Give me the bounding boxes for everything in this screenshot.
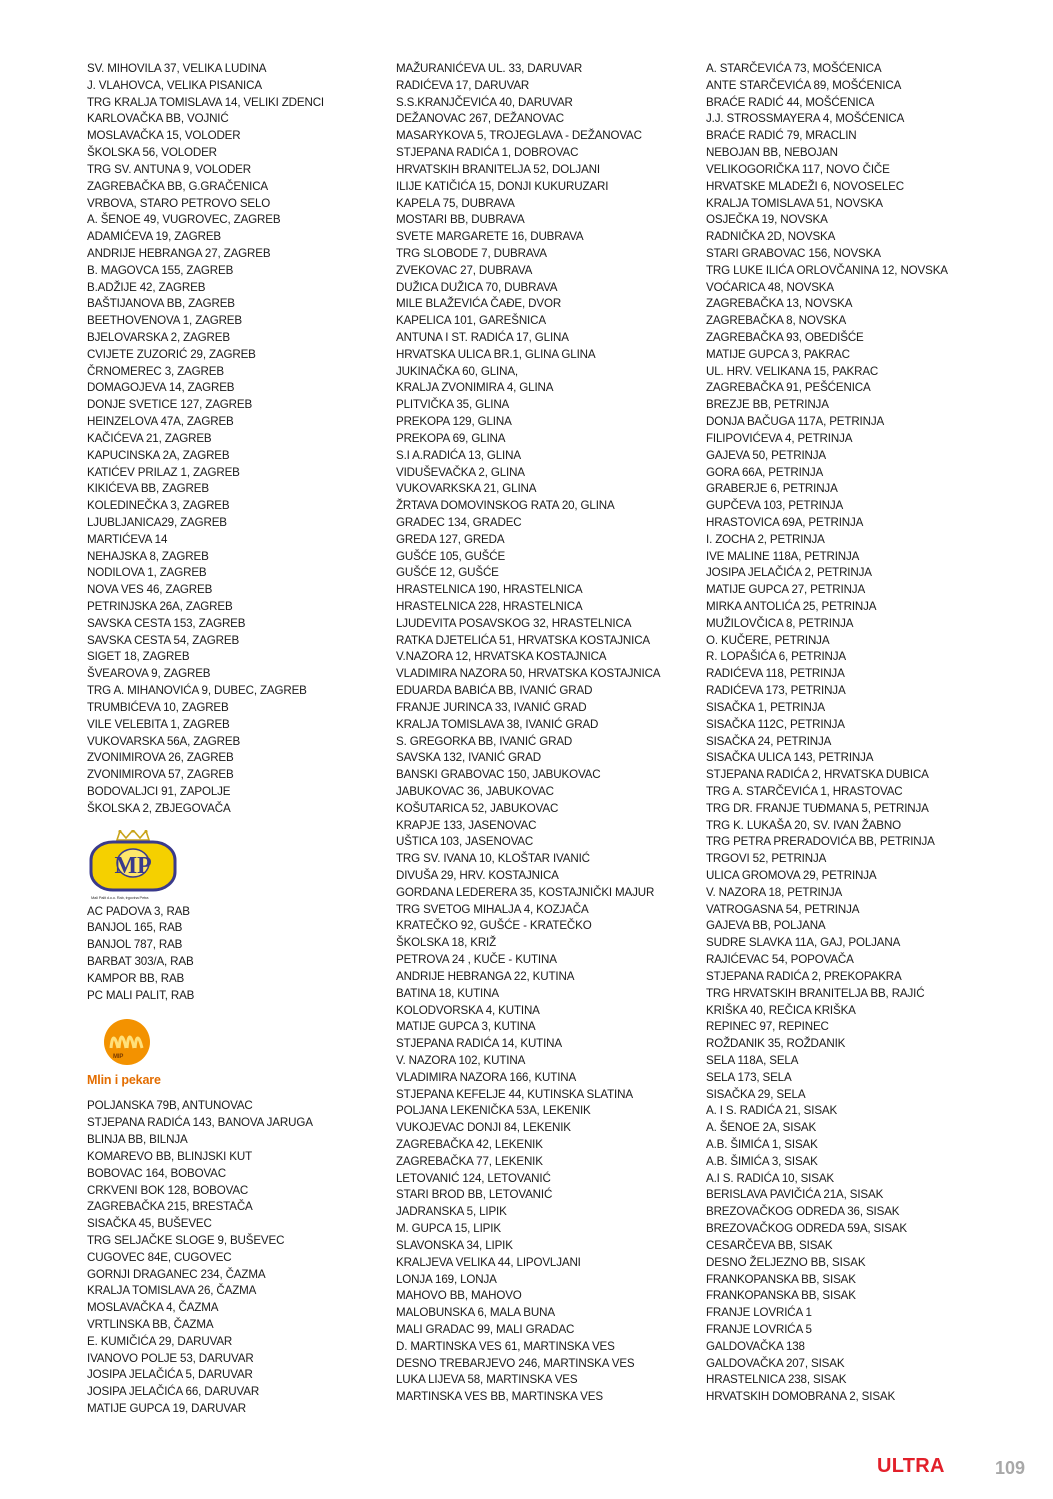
store-address: BRAĆE RADIĆ 44, MOŠĆENICA [706, 95, 875, 109]
store-address: UŠTICA 103, JASENOVAC [396, 835, 534, 849]
store-address: FRANJE JURINCA 33, IVANIĆ GRAD [396, 700, 587, 714]
store-address: ROŽDANIK 35, ROŽDANIK [706, 1037, 846, 1051]
store-address: KAPELICA 101, GAREŠNICA [396, 314, 546, 328]
store-address: B. MAGOVCA 155, ZAGREB [87, 263, 234, 277]
store-address: HRVATSKIH DOMOBRANA 2, SISAK [706, 1390, 896, 1404]
store-address: GORA 66A, PETRINJA [706, 465, 824, 479]
store-address: EDUARDA BABIĆA BB, IVANIĆ GRAD [396, 684, 593, 698]
store-address: VUKOJEVAC DONJI 84, LEKENIK [396, 1121, 571, 1135]
address-list [396, 61, 686, 1406]
store-address: JOSIPA JELAČIĆA 5, DARUVAR [87, 1368, 253, 1382]
store-address: VUKOVARSKA 56A, ZAGREB [87, 734, 241, 748]
store-address: STARI BROD BB, LETOVANIĆ [396, 1188, 553, 1202]
store-address: TRG SVETOG MIHALJA 4, KOZJAČA [396, 902, 589, 916]
store-address: MATIJE GUPCA 3, PAKRAC [706, 347, 850, 361]
mali-palit-logo-letters: MP [114, 852, 152, 879]
store-address: ZAGREBAČKA 77, LEKENIK [396, 1154, 543, 1168]
store-address: TRG HRVATSKIH BRANITELJA BB, RAJIĆ [706, 986, 925, 1000]
store-address: A.I S. RADIĆA 10, SISAK [706, 1171, 834, 1185]
store-address: V.NAZORA 12, HRVATSKA KOSTAJNICA [396, 650, 607, 664]
store-address: SISAČKA 24, PETRINJA [706, 734, 832, 748]
store-address: V. NAZORA 18, PETRINJA [706, 885, 843, 899]
store-address: KAMPOR BB, RAB [87, 971, 185, 985]
store-address: ADAMIĆEVA 19, ZAGREB [87, 230, 222, 244]
store-address: BANJOL 165, RAB [87, 921, 183, 935]
store-address: VRTLINSKA BB, ČAZMA [87, 1318, 214, 1331]
store-address: SV. MIHOVILA 37, VELIKA LUDINA [87, 62, 267, 75]
store-address: NODILOVA 1, ZAGREB [87, 566, 207, 580]
store-address: CRKVENI BOK 128, BOBOVAC [87, 1183, 249, 1197]
store-address: ZAGREBAČKA 42, LEKENIK [396, 1138, 543, 1151]
store-address: NOVA VES 46, ZAGREB [87, 583, 213, 597]
store-address: R. LOPAŠIĆA 6, PETRINJA [706, 650, 847, 664]
store-address: FRANKOPANSKA BB, SISAK [706, 1272, 856, 1286]
store-address: SVETE MARGARETE 16, DUBRAVA [396, 230, 584, 244]
store-address: ŠKOLSKA 18, KRIŽ [396, 936, 497, 950]
store-address: KAPELA 75, DUBRAVA [396, 196, 515, 210]
store-address: TRG K. LUKAŠA 20, SV. IVAN ŽABNO [706, 818, 901, 832]
store-address: HRVATSKA ULICA BR.1, GLINA GLINA [396, 347, 596, 361]
store-address: STJEPANA RADIĆA 2, HRVATSKA DUBICA [706, 768, 929, 782]
store-address: KRALJA TOMISLAVA 38, IVANIĆ GRAD [396, 717, 599, 731]
store-address: PREKOPA 129, GLINA [396, 415, 512, 429]
store-address: O. KUČERE, PETRINJA [706, 633, 830, 647]
store-address: BRAĆE RADIĆ 79, MRACLIN [706, 129, 857, 143]
store-address: KRAPJE 133, JASENOVAC [396, 818, 537, 832]
store-address: VLADIMIRA NAZORA 50, HRVATSKA KOSTAJNICA [396, 667, 661, 681]
store-address: TRG SV. IVANA 10, KLOŠTAR IVANIĆ [396, 852, 590, 866]
store-address: JOSIPA JELAČIĆA 2, PETRINJA [706, 566, 872, 580]
store-address: KRATEČKO 92, GUŠĆE - KRATEČKO [396, 919, 592, 933]
store-address: ZAGREBAČKA BB, G.GRAČENICA [87, 179, 268, 193]
store-address: BANSKI GRABOVAC 150, JABUKOVAC [396, 768, 601, 782]
store-address: AC PADOVA 3, RAB [87, 904, 190, 918]
store-address: JABUKOVAC 36, JABUKOVAC [396, 784, 554, 798]
store-address: STARI GRABOVAC 156, NOVSKA [706, 246, 881, 260]
store-address: SAVSKA CESTA 54, ZAGREB [87, 633, 240, 647]
store-address: MALI GRADAC 99, MALI GRADAC [396, 1322, 575, 1336]
store-address: DESNO TREBARJEVO 246, MARTINSKA VES [396, 1356, 635, 1370]
store-address: DONJA BAČUGA 117A, PETRINJA [706, 415, 885, 429]
mlin-logo-badge: MIP [113, 1054, 124, 1061]
store-address: ZAGREBAČKA 215, BRESTAČA [87, 1200, 253, 1214]
store-address: ZAGREBAČKA 91, PEŠĆENICA [706, 381, 871, 395]
store-address: RAJIĆEVAC 54, POPOVAČA [706, 953, 854, 967]
store-address: DESNO ŽELJEZNO BB, SISAK [706, 1255, 866, 1269]
store-address: HRVATSKE MLADEŽI 6, NOVOSELEC [706, 179, 904, 193]
store-address: RADIĆEVA 173, PETRINJA [706, 684, 846, 698]
store-address: MOSLAVAČKA 4, ČAZMA [87, 1301, 219, 1315]
store-address: PETROVA 24 , KUČE - KUTINA [396, 953, 557, 967]
store-address: STJEPANA RADIĆA 14, KUTINA [396, 1037, 562, 1051]
store-address: ČRNOMEREC 3, ZAGREB [87, 364, 224, 378]
store-address: DUŽICA DUŽICA 70, DUBRAVA [396, 280, 558, 294]
store-address: OSJEČKA 19, NOVSKA [706, 213, 828, 227]
store-address: STJEPANA RADIĆA 1, DOBROVAC [396, 146, 579, 160]
store-address: GRABERJE 6, PETRINJA [706, 482, 838, 496]
store-address: MAHOVO BB, MAHOVO [396, 1289, 522, 1303]
store-address: POLJANA LEKENIČKA 53A, LEKENIK [396, 1104, 591, 1118]
store-address: HRVATSKIH BRANITELJA 52, DOLJANI [396, 162, 600, 176]
store-address: GUŠĆE 12, GUŠĆE [396, 566, 499, 580]
store-address: LJUDEVITA POSAVSKOG 32, HRASTELNICA [396, 616, 632, 630]
store-address: KARLOVAČKA BB, VOJNIĆ [87, 112, 229, 126]
store-address: SIGET 18, ZAGREB [87, 650, 190, 664]
store-address: HEINZELOVA 47A, ZAGREB [87, 415, 234, 429]
store-address: MAŽURANIĆEVA UL. 33, DARUVAR [396, 62, 583, 75]
store-address: SLAVONSKA 34, LIPIK [396, 1238, 513, 1252]
store-address: SAVSKA CESTA 153, ZAGREB [87, 616, 246, 630]
store-address: GALDOVAČKA 207, SISAK [706, 1356, 845, 1370]
store-address: JUKINAČKA 60, GLINA, [396, 364, 519, 378]
store-address: MOSTARI BB, DUBRAVA [396, 213, 525, 227]
store-address: MUŽILOVČICA 8, PETRINJA [706, 616, 854, 630]
store-address: ZVONIMIROVA 57, ZAGREB [87, 768, 234, 782]
store-address: GALDOVAČKA 138 [706, 1339, 805, 1353]
store-address: ANDRIJE HEBRANGA 27, ZAGREB [87, 246, 271, 260]
store-address: MARTINSKA VES BB, MARTINSKA VES [396, 1390, 603, 1404]
store-address: GORNJI DRAGANEC 234, ČAZMA [87, 1267, 266, 1281]
store-address: VOĆARICA 48, NOVSKA [706, 280, 834, 294]
store-address: KOMAREVO BB, BLINJSKI KUT [87, 1149, 253, 1163]
store-address: DIVUŠA 29, HRV. KOSTAJNICA [396, 869, 559, 882]
store-address: M. GUPCA 15, LIPIK [396, 1222, 501, 1236]
store-address: FILIPOVIĆEVA 4, PETRINJA [706, 431, 853, 445]
store-address: LETOVANIĆ 124, LETOVANIĆ [396, 1171, 551, 1185]
store-address: GAJEVA BB, POLJANA [706, 919, 826, 933]
store-address: HRASTELNICA 238, SISAK [706, 1373, 847, 1387]
store-address: VRBOVA, STARO PETROVO SELO [87, 196, 271, 210]
store-address: J.J. STROSSMAYERA 4, MOŠĆENICA [706, 112, 905, 126]
store-address: BAŠTIJANOVA BB, ZAGREB [87, 297, 235, 311]
store-address: BLINJA BB, BILNJA [87, 1133, 188, 1147]
store-address: ZAGREBAČKA 93, OBEDIŠĆE [706, 331, 864, 344]
store-address: E. KUMIČIĆA 29, DARUVAR [87, 1334, 233, 1348]
store-address: BODOVALJCI 91, ZAPOLJE [87, 784, 231, 798]
store-address: S. GREGORKA BB, IVANIĆ GRAD [396, 734, 573, 748]
store-address: S.S.KRANJČEVIĆA 40, DARUVAR [396, 95, 573, 109]
store-address: VELIKOGORIČKA 117, NOVO ČIČE [706, 162, 890, 176]
store-address: ANDRIJE HEBRANGA 22, KUTINA [396, 969, 575, 983]
store-address: SISAČKA 112C, PETRINJA [706, 717, 845, 731]
store-address: SISAČKA ULICA 143, PETRINJA [706, 751, 874, 765]
store-address: HRASTOVICA 69A, PETRINJA [706, 515, 864, 529]
store-address: KOLODVORSKA 4, KUTINA [396, 1003, 540, 1017]
store-address: STJEPANA RADIĆA 2, PREKOPAKRA [706, 969, 902, 983]
address-group-rab [87, 904, 377, 1005]
store-address: MASARYKOVA 5, TROJEGLAVA - DEŽANOVAC [396, 129, 642, 143]
store-address: ILIJE KATIČIĆA 15, DONJI KUKURUZARI [396, 179, 609, 193]
store-address: REPINEC 97, REPINEC [706, 1020, 829, 1034]
store-address: A. ŠENOE 49, VUGROVEC, ZAGREB [87, 213, 281, 227]
store-address: TRG DR. FRANJE TUĐMANA 5, PETRINJA [706, 801, 929, 815]
store-address: GUPČEVA 103, PETRINJA [706, 499, 844, 513]
store-address: TRG KRALJA TOMISLAVA 14, VELIKI ZDENCI [87, 95, 324, 109]
store-address: ZAGREBAČKA 8, NOVSKA [706, 314, 847, 328]
store-address: PLITVIČKA 35, GLINA [396, 398, 510, 412]
store-address: GUŠĆE 105, GUŠĆE [396, 549, 506, 563]
store-address: TRG LUKE ILIĆA ORLOVČANINA 12, NOVSKA [706, 263, 948, 277]
store-address: LUKA LIJEVA 58, MARTINSKA VES [396, 1373, 578, 1387]
store-address: JOSIPA JELAČIĆA 66, DARUVAR [87, 1385, 260, 1399]
address-group-regional [87, 1098, 377, 1417]
store-address: SELA 118A, SELA [706, 1053, 799, 1067]
store-address: KRALJEVA VELIKA 44, LIPOVLJANI [396, 1255, 581, 1269]
store-address: KRALJA TOMISLAVA 26, ČAZMA [87, 1284, 257, 1298]
store-address: TRG A. MIHANOVIĆA 9, DUBEC, ZAGREB [87, 684, 307, 698]
mlin-logo-name: Mlin i pekare [87, 1073, 161, 1088]
store-address: ZAGREBAČKA 13, NOVSKA [706, 297, 853, 311]
store-address: DONJE SVETICE 127, ZAGREB [87, 398, 253, 412]
store-address: TRG SELJAČKE SLOGE 9, BUŠEVEC [87, 1233, 285, 1247]
store-address: DOMAGOJEVA 14, ZAGREB [87, 381, 235, 395]
store-address: BREZOVAČKOG ODREDA 59A, SISAK [706, 1222, 907, 1236]
store-address: ZVONIMIROVA 26, ZAGREB [87, 751, 234, 765]
address-column-3 [706, 61, 996, 1406]
store-address: ULICA GROMOVA 29, PETRINJA [706, 869, 877, 882]
store-address: ŠVEAROVA 9, ZAGREB [87, 667, 211, 681]
mali-palit-logo [87, 830, 179, 902]
brand-logo-text: ULTRA [877, 1455, 945, 1477]
store-address: UL. HRV. VELIKANA 15, PAKRAC [706, 364, 879, 378]
store-address: KRALJA TOMISLAVA 51, NOVSKA [706, 196, 883, 210]
address-list [706, 61, 996, 1406]
store-address: PC MALI PALIT, RAB [87, 988, 195, 1002]
store-address: VLADIMIRA NAZORA 166, KUTINA [396, 1070, 577, 1084]
store-address: ŠKOLSKA 2, ZBJEGOVAČA [87, 801, 231, 815]
store-address: CUGOVEC 84E, CUGOVEC [87, 1250, 232, 1264]
store-address: BREZOVAČKOG ODREDA 36, SISAK [706, 1205, 900, 1219]
store-address: TRG SLOBODE 7, DUBRAVA [396, 246, 547, 260]
mlin-i-pekare-logo [87, 1018, 187, 1092]
store-address: RADNIČKA 2D, NOVSKA [706, 230, 836, 244]
store-address: BATINA 18, KUTINA [396, 986, 499, 1000]
store-address: FRANJE LOVRIĆA 5 [706, 1322, 812, 1336]
store-address: HRASTELNICA 228, HRASTELNICA [396, 600, 583, 613]
store-address: B.ADŽIJE 42, ZAGREB [87, 280, 206, 294]
store-address: GRADEC 134, GRADEC [396, 515, 522, 529]
store-address: TRUMBIĆEVA 10, ZAGREB [87, 700, 229, 714]
store-address: MILE BLAŽEVIĆA ČAĐE, DVOR [396, 297, 562, 311]
store-address: A. ŠENOE 2A, SISAK [706, 1121, 817, 1135]
store-address: SUDRE SLAVKA 11A, GAJ, POLJANA [706, 936, 901, 950]
store-address: KAČIĆEVA 21, ZAGREB [87, 431, 212, 445]
store-address: MIRKA ANTOLIĆA 25, PETRINJA [706, 600, 877, 613]
address-column-1 [87, 61, 377, 1418]
store-address: PETRINJSKA 26A, ZAGREB [87, 600, 233, 613]
store-address: A. I S. RADIĆA 21, SISAK [706, 1104, 838, 1118]
store-address: KRIŠKA 40, REČICA KRIŠKA [706, 1003, 856, 1017]
store-address: GREDA 127, GREDA [396, 532, 505, 546]
store-address: STJEPANA RADIĆA 143, BANOVA JARUGA [87, 1116, 313, 1130]
store-address: D. MARTINSKA VES 61, MARTINSKA VES [396, 1339, 615, 1353]
store-address: SAVSKA 132, IVANIĆ GRAD [396, 751, 541, 765]
store-address: BOBOVAC 164, BOBOVAC [87, 1166, 226, 1180]
store-address: ANTUNA I ST. RADIĆA 17, GLINA [396, 331, 569, 344]
store-address: KIKIĆEVA BB, ZAGREB [87, 482, 209, 496]
store-address: KOLEDINEČKA 3, ZAGREB [87, 499, 230, 513]
store-address: J. VLAHOVCA, VELIKA PISANICA [87, 78, 262, 92]
store-address: RADIĆEVA 17, DARUVAR [396, 78, 530, 92]
store-address: TRG A. STARČEVIĆA 1, HRASTOVAC [706, 784, 903, 798]
store-address: ANTE STARČEVIĆA 89, MOŠĆENICA [706, 78, 902, 92]
store-address: SISAČKA 29, SELA [706, 1087, 806, 1101]
store-address: ZVEKOVAC 27, DUBRAVA [396, 263, 533, 277]
store-address: A.B. ŠIMIĆA 1, SISAK [706, 1138, 818, 1151]
store-address: MATIJE GUPCA 3, KUTINA [396, 1020, 536, 1034]
store-address: CESARČEVA BB, SISAK [706, 1238, 833, 1252]
store-address: BERISLAVA PAVIČIĆA 21A, SISAK [706, 1188, 884, 1202]
store-address: BJELOVARSKA 2, ZAGREB [87, 331, 230, 344]
store-address: CVIJETE ZUZORIĆ 29, ZAGREB [87, 347, 256, 361]
store-address: SELA 173, SELA [706, 1070, 792, 1084]
store-address: GORDANA LEDERERA 35, KOSTAJNIČKI MAJUR [396, 885, 655, 899]
mali-palit-logo-caption: Mali Palit d.o.o. Rab, trgovina Petra [91, 894, 149, 900]
store-address: MATIJE GUPCA 27, PETRINJA [706, 583, 866, 597]
store-address: DEŽANOVAC 267, DEŽANOVAC [396, 112, 564, 126]
store-address: NEBOJAN BB, NEBOJAN [706, 146, 838, 160]
store-address: FRANKOPANSKA BB, SISAK [706, 1289, 856, 1303]
store-address: TRGOVI 52, PETRINJA [706, 852, 827, 866]
store-address: FRANJE LOVRIĆA 1 [706, 1306, 812, 1320]
store-address: MARTIĆEVA 14 [87, 532, 168, 546]
store-address: LONJA 169, LONJA [396, 1272, 497, 1286]
store-address: BREZJE BB, PETRINJA [706, 398, 829, 412]
store-address: POLJANSKA 79B, ANTUNOVAC [87, 1099, 253, 1113]
store-address: MOSLAVAČKA 15, VOLODER [87, 129, 241, 143]
store-address: IVANOVO POLJE 53, DARUVAR [87, 1351, 254, 1365]
store-address: SISAČKA 1, PETRINJA [706, 700, 825, 714]
store-address: PREKOPA 69, GLINA [396, 431, 506, 445]
store-address: A. STARČEVIĆA 73, MOŠĆENICA [706, 62, 882, 75]
address-column-2 [396, 61, 686, 1406]
store-address: VATROGASNA 54, PETRINJA [706, 902, 860, 916]
store-address: NEHAJSKA 8, ZAGREB [87, 549, 209, 563]
store-address: MATIJE GUPCA 19, DARUVAR [87, 1402, 246, 1416]
store-address: KATIĆEV PRILAZ 1, ZAGREB [87, 465, 240, 479]
store-address: SISAČKA 45, BUŠEVEC [87, 1217, 212, 1231]
store-address: RADIĆEVA 118, PETRINJA [706, 667, 845, 681]
store-address: VIDUŠEVAČKA 2, GLINA [396, 465, 525, 479]
store-address: STJEPANA KEFELJE 44, KUTINSKA SLATINA [396, 1087, 633, 1101]
page-number: 109 [995, 1458, 1026, 1478]
store-address: KRALJA ZVONIMIRA 4, GLINA [396, 381, 554, 395]
store-address: MALOBUNSKA 6, MALA BUNA [396, 1306, 555, 1320]
store-address: VUKOVARKSKA 21, GLINA [396, 482, 537, 496]
store-address: LJUBLJANICA29, ZAGREB [87, 515, 227, 529]
store-address: GAJEVA 50, PETRINJA [706, 448, 826, 462]
store-address: RATKA DJETELIĆA 51, HRVATSKA KOSTAJNICA [396, 633, 651, 647]
store-address: VILE VELEBITA 1, ZAGREB [87, 717, 230, 731]
store-address: BARBAT 303/A, RAB [87, 955, 194, 968]
store-address: ŽRTAVA DOMOVINSKOG RATA 20, GLINA [396, 499, 615, 513]
store-address: S.I A.RADIĆA 13, GLINA [396, 448, 521, 462]
store-address: TRG SV. ANTUNA 9, VOLODER [87, 162, 251, 176]
store-address: BEETHOVENOVA 1, ZAGREB [87, 314, 242, 328]
store-address: A.B. ŠIMIĆA 3, SISAK [706, 1154, 818, 1168]
store-address: ŠKOLSKA 56, VOLODER [87, 146, 217, 160]
store-address: V. NAZORA 102, KUTINA [396, 1053, 526, 1067]
address-group-zagreb [87, 61, 377, 818]
store-address: IVE MALINE 118A, PETRINJA [706, 549, 860, 563]
store-address: TRG PETRA PRERADOVIĆA BB, PETRINJA [706, 835, 935, 849]
store-address: KOŠUTARICA 52, JABUKOVAC [396, 801, 559, 815]
store-address: I. ZOCHA 2, PETRINJA [706, 532, 825, 546]
store-address: KAPUCINSKA 2A, ZAGREB [87, 448, 230, 462]
store-address: HRASTELNICA 190, HRASTELNICA [396, 583, 583, 597]
store-address: BANJOL 787, RAB [87, 938, 183, 952]
store-address: JADRANSKA 5, LIPIK [396, 1205, 507, 1219]
